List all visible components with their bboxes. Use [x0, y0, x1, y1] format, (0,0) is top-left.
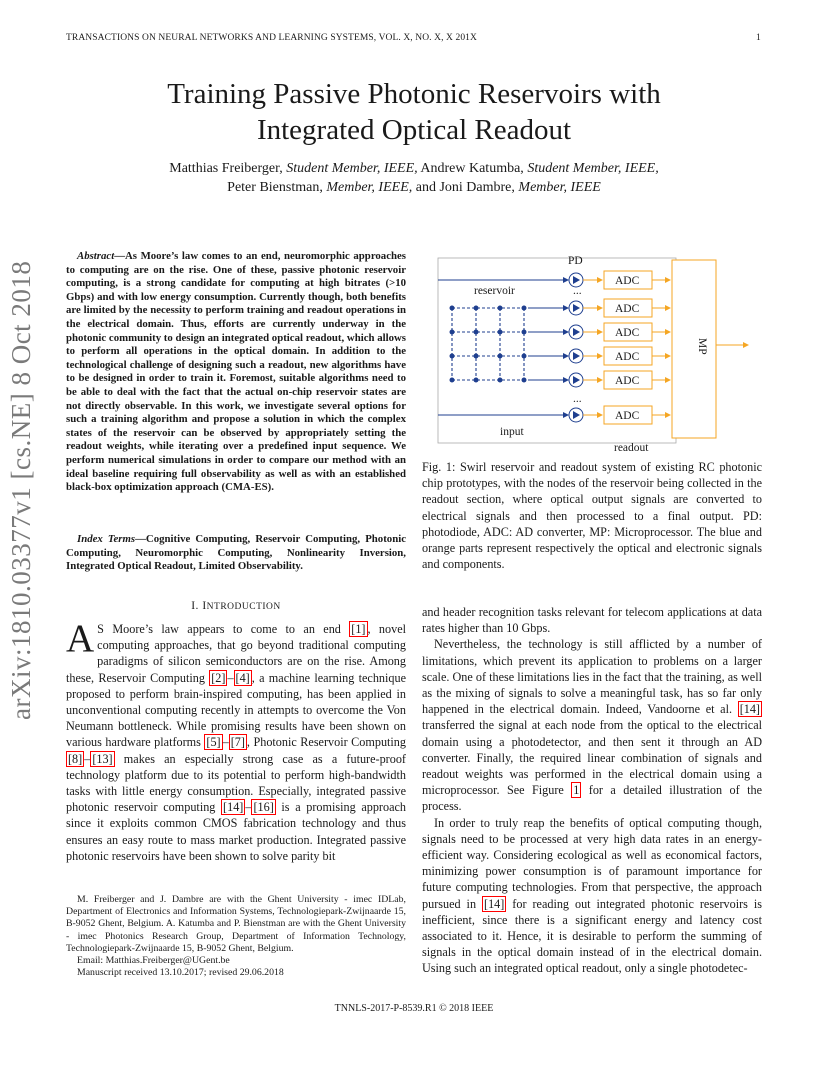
caption-text: Swirl reservoir and readout system of existing RC photonic chip prototypes, with the nodes of the reservoir being collected in the readout section, where optical output signals are converted to electrical signals and then processed to a final output. PD: photodiode, ADC: AD converter, MP: Microprocessor. The blue and orange parts represent respectively the optical and electronic signals and components.	[422, 460, 762, 572]
reservoir-label: reservoir	[474, 285, 515, 297]
figure-link[interactable]: 1	[573, 783, 580, 798]
adc-label: ADC	[615, 375, 640, 387]
adc-label: ADC	[615, 327, 640, 339]
adc-label: ADC	[615, 275, 640, 287]
right-column-body	[422, 604, 762, 977]
author-role: Member, IEEE	[518, 180, 601, 195]
author-footnote	[66, 894, 406, 979]
citation-link[interactable]: [7]	[230, 735, 245, 750]
citation-link[interactable]: [14]	[484, 896, 505, 911]
abstract	[66, 250, 406, 495]
citation-link[interactable]: [14]	[739, 702, 760, 717]
caption-label: Fig. 1:	[422, 460, 460, 474]
arxiv-identifier: arXiv:1810.03377v1 [cs.NE] 8 Oct 2018	[6, 260, 36, 720]
input-label: input	[500, 426, 524, 438]
author-name: and Joni Dambre,	[412, 180, 519, 195]
author-name: Andrew Katumba,	[417, 161, 528, 176]
author-name: Peter Bienstman,	[227, 180, 327, 195]
citation-link[interactable]: [2]	[211, 670, 226, 685]
readout-label: readout	[614, 442, 649, 454]
footnote-email: Email: Matthias.Freiberger@UGent.be	[77, 955, 230, 967]
adc-label: ADC	[615, 303, 640, 315]
drop-cap: A	[66, 617, 95, 660]
footnote-affiliations: M. Freiberger and J. Dambre are with the Ghent University - imec IDLab, Department of Electronics and Information Systems, Technologiepark-Zwijnaarde 15, B-9052 Ghent, Belgium. A. Katumba and P. Bienstman are with the Ghent University - imec Photonics Research Group, Department of Information Technology, Technologiepark-Zwijnaarde 15, B-9052 Ghent, Belgium.	[66, 894, 406, 954]
page-number: 1	[756, 33, 761, 43]
page-footer: TNNLS-2017-P-8539.R1 © 2018 IEEE	[334, 1003, 494, 1014]
author-name: Matthias Freiberger,	[169, 161, 287, 176]
index-terms	[66, 533, 406, 574]
figure-1-caption	[422, 459, 762, 572]
citation-link[interactable]: [5]	[206, 735, 221, 750]
author-list	[0, 159, 828, 197]
adc-label: ADC	[615, 410, 640, 422]
author-role: Member, IEEE,	[326, 180, 413, 195]
citation-link[interactable]: [16]	[253, 800, 274, 815]
abstract-text: —As Moore’s law comes to an end, neuromorphic approaches to computing are on the rise. One of these, passive photonic reservoir computing, is a strong candidate for computing at high bitrates (>10 Gbps) and with low energy consumption. Currently though, both benefits are limited by the necessity to perform training and readout operations in the electrical domain. Thus, efforts are currently underway in the photonic community to design an integrated optical readout, which allows to perform all operations in the optical domain. In addition to the technological challenge of designing such a readout, new algorithms have to be designed in order to train it. Foremost, suitable algorithms need to be able to deal with the fact that the actual on-chip reservoir states are not directly observable. In this work, we investigate several options for such a training algorithm and propose a solution in which the complex states of the reservoir can be observed by appropriately setting the readout weights, while iterating over a predefined input sequence. We perform numerical simulations in order to compare our method with an ideal baseline requiring full observability as well as with an established black-box optimization approach (CMA-ES).	[66, 250, 406, 494]
microprocessor-box	[672, 260, 716, 438]
introduction-paragraph: A S Moore’s law appears to come to an end [1] , novel computing approaches, that go beyond traditional computing paradigms of silicon semiconductors are on the rise. Among these, Reservoir Computing [2] – [4] , a machine learning technique proposed to perform brain-inspired computing, has been applied in unconventional computing recently in attempts to overcome the Von Neumann bottleneck. While promising results have been shown on various hardware platforms [5] – [7] , Photonic Reservoir Computing [8] – [13] makes an especially strong case as a future-proof technology platform due to its potential to perform high-bandwidth tasks with little energy consumption. Especially, integrated passive photonic reservoir computing [14] – [16] is a promising approach since it exploits common CMOS fabrication technology and thus ensures an easy route to mass market production. Integrated passive photonic reservoirs have been shown to solve parity bit	[66, 617, 407, 863]
title-line-1: Training Passive Photonic Reservoirs with	[167, 78, 661, 110]
adc-boxes	[604, 271, 652, 424]
index-terms-text: —Cognitive Computing, Reservoir Computing, Photonic Computing, Neuromorphic Computing, Nonlinearity Inversion, Integrated Optical Readout, Limited Observability.	[66, 533, 406, 573]
ellipsis-top: ...	[573, 285, 582, 297]
author-role: Student Member, IEEE,	[286, 161, 418, 176]
figure-1-diagram	[430, 250, 766, 460]
paragraph: Nevertheless, the technology is still afflicted by a number of limitations, which prevent its application to problems on a larger scale. One of these limitations lies in the fact that the training, as well as the mixing of signals to solve a meaningful task, has so far only happened in the electrical domain. Indeed, Vandoorne et al. [14] transferred the signal at each node from the optical to the electrical domain using a photodetector, and then sent it through an AD converter. Finally, the required linear combination of signals and readout weights was performed in the electrical domain using a microprocessor. See Figure 1 for a detailed illustration of the process.	[422, 637, 762, 814]
citation-link[interactable]: [8]	[68, 751, 83, 766]
footnote-manuscript: Manuscript received 13.10.2017; revised 29.06.2018	[77, 967, 284, 979]
citation-link[interactable]: [13]	[92, 751, 113, 766]
citation-link[interactable]: [14]	[223, 800, 244, 815]
section-heading-introduction: I. INTRODUCTION	[191, 600, 281, 612]
citation-link[interactable]: [1]	[351, 622, 366, 636]
reservoir-nodes	[450, 306, 527, 383]
title-line-2: Integrated Optical Readout	[256, 114, 572, 146]
pd-label: PD	[568, 255, 583, 267]
paragraph: In order to truly reap the benefits of optical computing though, signals need to be processed at very high data rates in an energy-efficient way. Considering ecological as well as economical factors, minimizing power consumption is of paramount importance for future computing technologies. From that perspective, the approach pursued in [14] for reading out integrated photonic reservoirs is inefficient, since there is a significant energy and latency cost associated to it. Hence, it is desirable to perform the summing of signals in the optical domain instead of in the electrical domain. Using such an integrated optical readout, only a single photodetec-	[422, 815, 762, 976]
paper-title	[0, 76, 828, 148]
ellipsis-bottom: ...	[573, 393, 582, 405]
mp-label: MP	[696, 338, 708, 355]
paragraph: and header recognition tasks relevant for telecom applications at data rates higher than 10 Gbps.	[422, 605, 762, 636]
arxiv-stamp	[4, 260, 44, 720]
citation-link[interactable]: [4]	[235, 670, 250, 685]
adc-label: ADC	[615, 351, 640, 363]
index-terms-label: Index Terms	[77, 533, 136, 545]
abstract-label: Abstract	[77, 250, 115, 262]
running-header: TRANSACTIONS ON NEURAL NETWORKS AND LEARNING SYSTEMS, VOL. X, NO. X, X 201X	[66, 33, 477, 43]
author-role: Student Member, IEEE,	[527, 161, 659, 176]
